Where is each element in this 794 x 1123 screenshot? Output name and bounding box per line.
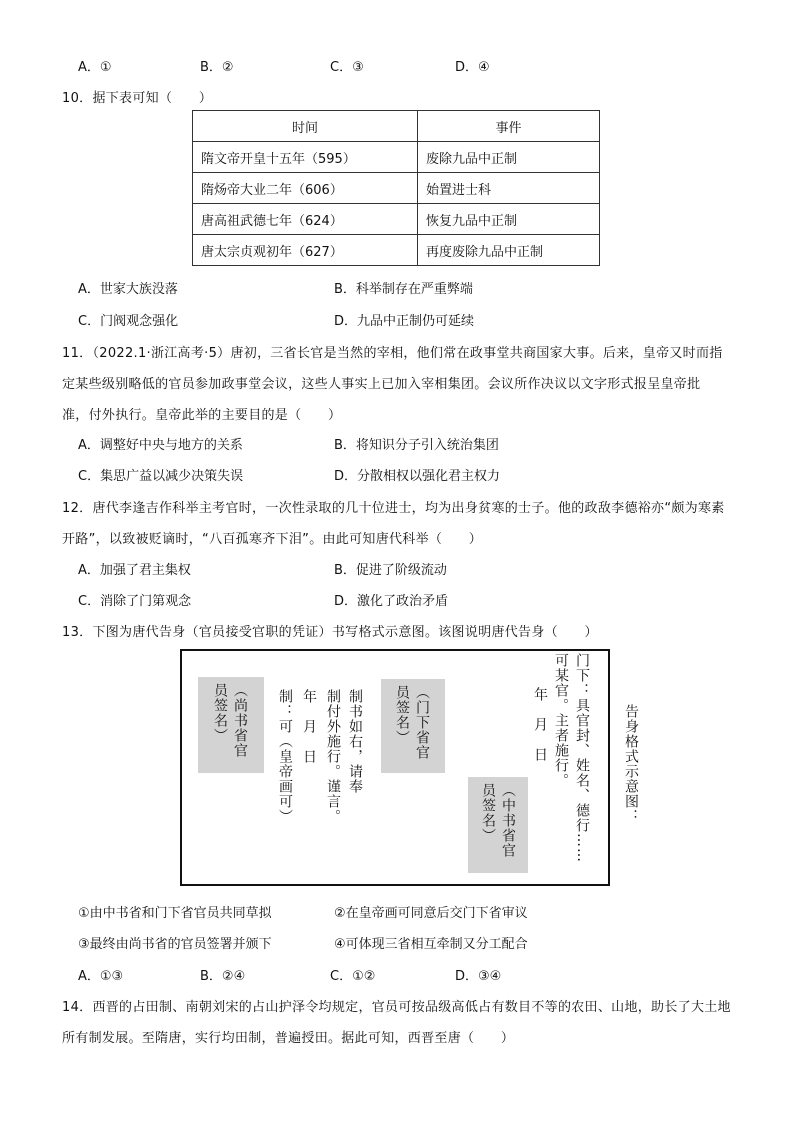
q11-option-d: D．分散相权以强化君主权力 xyxy=(334,469,501,484)
q13-option-c: C．①② xyxy=(330,969,376,984)
table-row xyxy=(193,142,600,173)
diagram-zhishu-2: 制付外施行。谨言。 xyxy=(325,689,341,824)
q10-stem: 10．据下表可知（ ） xyxy=(62,91,213,106)
table-cell: 隋文帝开皇十五年（595） xyxy=(193,142,418,173)
table-header: 事件 xyxy=(418,111,600,142)
q13-option-b: B．②④ xyxy=(200,969,246,984)
q14-line-2: 所有制发展。至隋唐，实行均田制，普遍授田。据此可知，西晋至唐（ ） xyxy=(62,1031,515,1046)
q12-option-d: D．激化了政治矛盾 xyxy=(334,594,449,609)
q13-option-d: D．③④ xyxy=(455,969,502,984)
diagram-zhongshu-sign: （中书省官员签名） xyxy=(480,783,516,858)
q10-option-b: B．科举制存在严重弊端 xyxy=(334,282,473,297)
q9-option-a: A．① xyxy=(78,60,112,75)
q11-option-b: B．将知识分子引入统治集团 xyxy=(334,438,499,453)
diagram-zhi-ke: 制：可（皇帝画可） xyxy=(277,689,293,824)
q12-option-c: C．消除了门第观念 xyxy=(78,594,192,609)
table-row xyxy=(193,173,600,204)
q9-option-c: C．③ xyxy=(330,60,364,75)
q13-stem: 13．下图为唐代告身（官员接受官职的凭证）书写格式示意图。该图说明唐代告身（ ） xyxy=(62,625,598,640)
diagram-shangshu-sign: （尚书省官员签名） xyxy=(212,683,248,758)
q13-statement-1: ①由中书省和门下省官员共同草拟 xyxy=(78,906,272,921)
diagram-col-keguan: 可某官。主者施行。 xyxy=(553,653,569,788)
diagram-date-1: 年 月 日 xyxy=(532,687,548,762)
table-cell: 隋炀帝大业二年（606） xyxy=(193,173,418,204)
table-cell: 唐高祖武德七年（624） xyxy=(193,204,418,235)
diagram-col-menxia: 门下：具官封、姓名、德行…… xyxy=(574,653,590,863)
q10-table xyxy=(192,110,600,266)
table-cell: 唐太宗贞观初年（627） xyxy=(193,235,418,266)
diagram-caption: 告身格式示意图： xyxy=(623,704,639,824)
diagram-date-2: 年 月 日 xyxy=(301,689,317,764)
q13-statement-2: ②在皇帝画可同意后交门下省审议 xyxy=(334,906,528,921)
q11-line-2: 定某些级别略低的官员参加政事堂会议，这些人事实上已加入宰相集团。会议所作决议以文字形式报呈皇帝批 xyxy=(62,377,701,392)
q12-option-a: A．加强了君主集权 xyxy=(78,563,191,578)
q10-option-d: D．九品中正制仍可延续 xyxy=(334,314,475,329)
gaoshen-diagram xyxy=(180,649,610,886)
q11-line-1: 11．（2022.1·浙江高考·5）唐初，三省长官是当然的宰相，他们常在政事堂共商国家大事。后来，皇帝又时而指 xyxy=(62,346,723,361)
q11-line-3: 准，付外执行。皇帝此举的主要目的是（ ） xyxy=(62,408,342,423)
table-header-row xyxy=(193,111,600,142)
table-cell: 恢复九品中正制 xyxy=(418,204,600,235)
q13-statement-4: ④可体现三省相互牵制又分工配合 xyxy=(334,937,528,952)
table-cell: 再度废除九品中正制 xyxy=(418,235,600,266)
diagram-menxia-sign: （门下省官员签名） xyxy=(394,685,430,760)
q14-line-1: 14．西晋的占田制、南朝刘宋的占山护泽令均规定，官员可按品级高低占有数目不等的农田、山地，助长了大土地 xyxy=(62,1000,731,1015)
q10-option-a: A．世家大族没落 xyxy=(78,282,178,297)
diagram-zhishu: 制书如右，请奉 xyxy=(347,689,363,794)
q11-option-c: C．集思广益以减少决策失误 xyxy=(78,469,244,484)
q12-option-b: B．促进了阶级流动 xyxy=(334,563,447,578)
q13-statement-3: ③最终由尚书省的官员签署并颁下 xyxy=(78,937,272,952)
table-cell: 始置进士科 xyxy=(418,173,600,204)
table-row xyxy=(193,235,600,266)
table-header: 时间 xyxy=(193,111,418,142)
q10-option-c: C．门阀观念强化 xyxy=(78,314,179,329)
table-cell: 废除九品中正制 xyxy=(418,142,600,173)
q12-line-2: 开路”，以致被贬谪时，“八百孤寒齐下泪”。由此可知唐代科举（ ） xyxy=(62,532,483,547)
q13-option-a: A．①③ xyxy=(78,969,124,984)
q9-option-d: D．④ xyxy=(455,60,490,75)
q12-line-1: 12．唐代李逢吉作科举主考官时，一次性录取的几十位进士，均为出身贫寒的士子。他的政敌李德裕亦“颇为寒素 xyxy=(62,501,725,516)
table-row xyxy=(193,204,600,235)
q9-option-b: B．② xyxy=(200,60,234,75)
q11-option-a: A．调整好中央与地方的关系 xyxy=(78,438,243,453)
